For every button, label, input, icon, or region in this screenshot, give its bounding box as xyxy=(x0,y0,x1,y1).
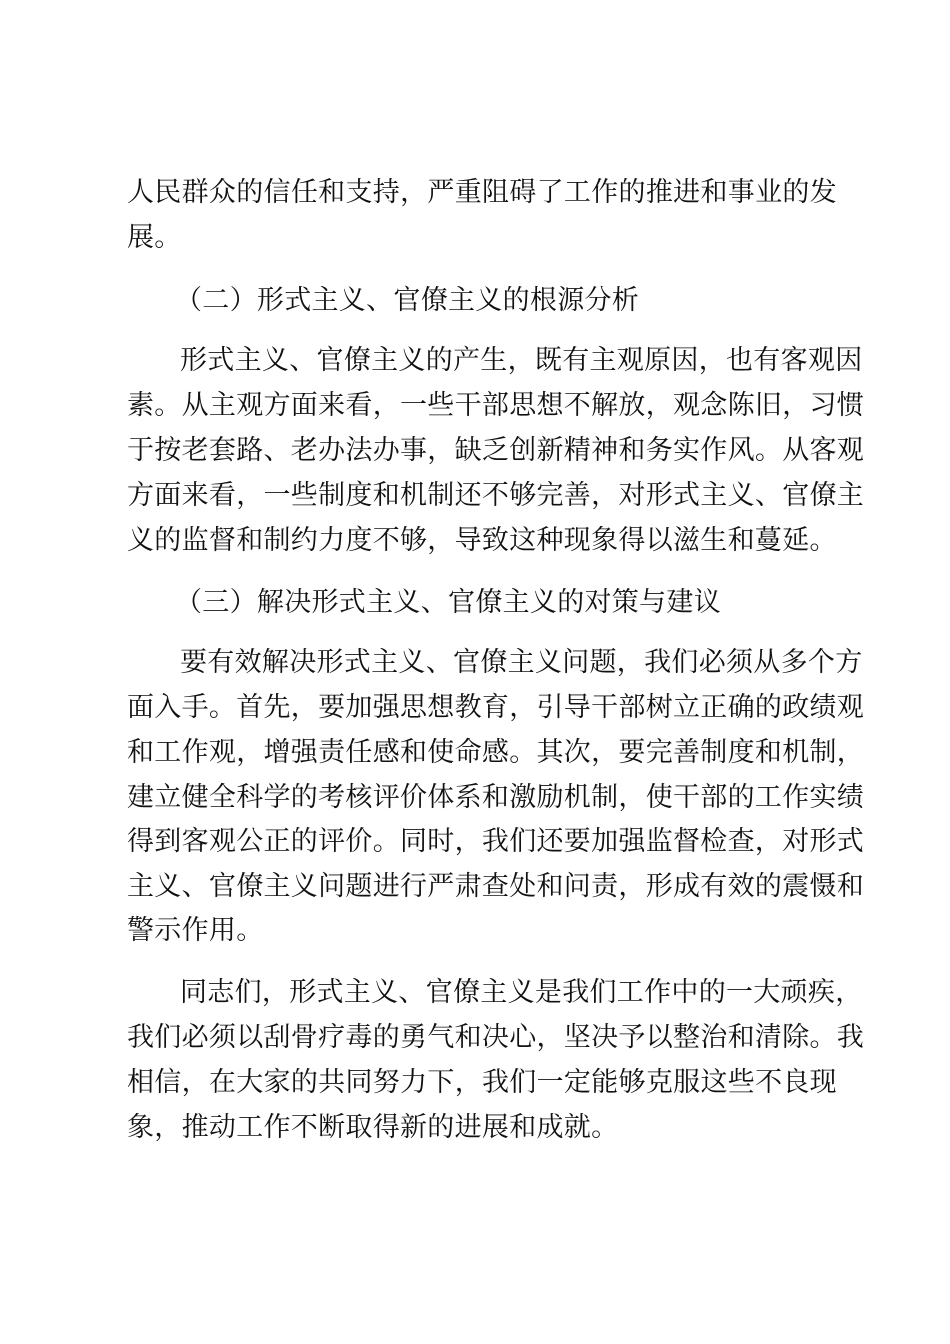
paragraph-3-line-3: 和工作观，增强责任感和使命感。其次，要完善制度和机制， xyxy=(127,737,865,768)
paragraph-3-line-5: 得到客观公正的评价。同时，我们还要加强监督检查，对形式 xyxy=(127,826,865,857)
paragraph-2-line-4: 方面来看，一些制度和机制还不够完善，对形式主义、官僚主 xyxy=(127,480,865,511)
paragraph-3-line-2: 面入手。首先，要加强思想教育，引导干部树立正确的政绩观 xyxy=(127,692,865,723)
paragraph-2-line-2: 素。从主观方面来看，一些干部思想不解放，观念陈旧，习惯 xyxy=(127,390,865,421)
paragraph-4-line-1: 同志们，形式主义、官僚主义是我们工作中的一大顽疾， xyxy=(180,977,863,1008)
paragraph-4-line-3: 相信，在大家的共同努力下，我们一定能够克服这些不良现 xyxy=(127,1067,837,1098)
paragraph-1-line-1: 人民群众的信任和支持，严重阻碍了工作的推进和事业的发 xyxy=(127,177,837,208)
paragraph-3-line-4: 建立健全科学的考核评价体系和激励机制，使干部的工作实绩 xyxy=(127,782,865,813)
paragraph-2-line-3: 于按老套路、老办法办事，缺乏创新精神和务实作风。从客观 xyxy=(127,435,865,466)
paragraph-2-line-1: 形式主义、官僚主义的产生，既有主观原因，也有客观因 xyxy=(180,345,863,376)
paragraph-4-line-4: 象，推动工作不断取得新的进展和成就。 xyxy=(127,1112,619,1143)
paragraph-4-line-2: 我们必须以刮骨疗毒的勇气和决心，坚决予以整治和清除。我 xyxy=(127,1022,865,1053)
paragraph-3-line-6: 主义、官僚主义问题进行严肃查处和问责，形成有效的震慑和 xyxy=(127,871,865,902)
paragraph-1-line-2: 展。 xyxy=(127,222,182,253)
paragraph-2-line-5: 义的监督和制约力度不够，导致这种现象得以滋生和蔓延。 xyxy=(127,525,837,556)
paragraph-3-line-1: 要有效解决形式主义、官僚主义问题，我们必须从多个方 xyxy=(180,647,863,678)
section-heading-3: （三）解决形式主义、官僚主义的对策与建议 xyxy=(175,587,721,618)
section-heading-2: （二）形式主义、官僚主义的根源分析 xyxy=(175,285,640,316)
paragraph-3-line-7: 警示作用。 xyxy=(127,915,264,946)
